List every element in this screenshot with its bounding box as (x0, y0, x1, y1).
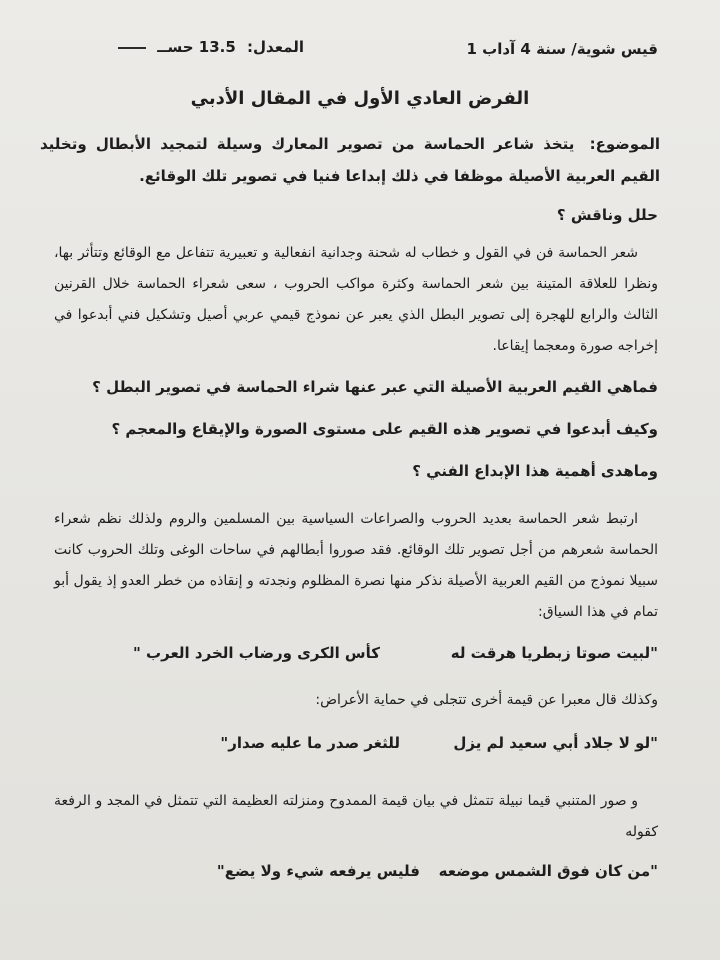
question-2: وكيف أبدعوا في تصوير هذه القيم على مستوى الصورة والإيقاع والمعجم ؟ (111, 420, 658, 438)
topic-label: الموضوع: (589, 135, 660, 153)
grade-label: المعدل: (247, 38, 305, 56)
body-paragraph-3: و صور المتنبي قيما نبيلة تتمثل في بيان قيمة الممدوح ومنزلته العظيمة التي تتمثل في المجد و الرفعة كقوله (54, 793, 658, 840)
class-info: قيس شوية/ سنة 4 آداب 1 (466, 40, 658, 58)
verse-1-second-hemistich: كأس الكرى ورضاب الخرد العرب " (133, 644, 380, 662)
verse-2-second-hemistich: للثغر صدر ما عليه صدار" (220, 734, 400, 752)
question-3: وماهدى أهمية هذا الإبداع الفني ؟ (412, 462, 658, 480)
grade-value: 13.5 حســ (157, 38, 236, 56)
topic (40, 128, 660, 192)
body-paragraph-1: ارتبط شعر الحماسة بعديد الحروب والصراعات السياسية بين المسلمين والروم ولذلك نظم شعراء الحماسة شعرهم من أجل تصوير تلك الوقائع. فقد صوروا أبطالهم في ساحات الوغى وتلك الحروب كانت سبيلا نموذج من القيم العربية الأصيلة نذكر منها نصرة المظلوم ونجدته و إنقاذه من خطر العدو إذ يقول أبو تمام في هذا السياق: (54, 511, 658, 620)
page-title: الفرض العادي الأول في المقال الأدبي (190, 88, 530, 109)
topic-text: يتخذ شاعر الحماسة من تصوير المعارك وسيلة لتمجيد الأبطال وتخليد القيم العربية الأصيلة موظفا في ذلك إبداعا فنيا في تصوير تلك الوقائع. (40, 135, 660, 185)
grade-signature-stroke (118, 47, 146, 49)
verse-2-first-hemistich: "لو لا جلاد أبي سعيد لم يزل (453, 734, 658, 752)
body-paragraph-2: وكذلك قال معبرا عن قيمة أخرى تتجلى في حماية الأعراض: (315, 692, 658, 708)
instruction: حلل وناقش ؟ (556, 206, 658, 224)
verse-3-first-hemistich: "من كان فوق الشمس موضعه (438, 862, 658, 880)
intro-paragraph: شعر الحماسة فن في القول و خطاب له شحنة وجدانية انفعالية و تعبيرية تتفاعل مع الوقائع وتتأثر بها، ونظرا للعلاقة المتينة بين شعر الحماسة وكثرة مواكب الحروب ، سعى شعراء الحماسة خلال القرنين الثالث والرابع للهجرة إلى تصوير البطل الذي يعبر عن نموذج قيمي عربي أصيل وتشكيل فني أبدعوا في إخراجه صورة ومعجما إيقاعا. (54, 245, 658, 354)
verse-3-second-hemistich: فليس يرفعه شيء ولا يضع" (216, 862, 420, 880)
verse-1-first-hemistich: "لبيت صوتا زبطريا هرقت له (450, 644, 658, 662)
grade (118, 38, 304, 56)
question-1: فماهي القيم العربية الأصيلة التي عبر عنها شراء الحماسة في تصوير البطل ؟ (92, 378, 658, 396)
